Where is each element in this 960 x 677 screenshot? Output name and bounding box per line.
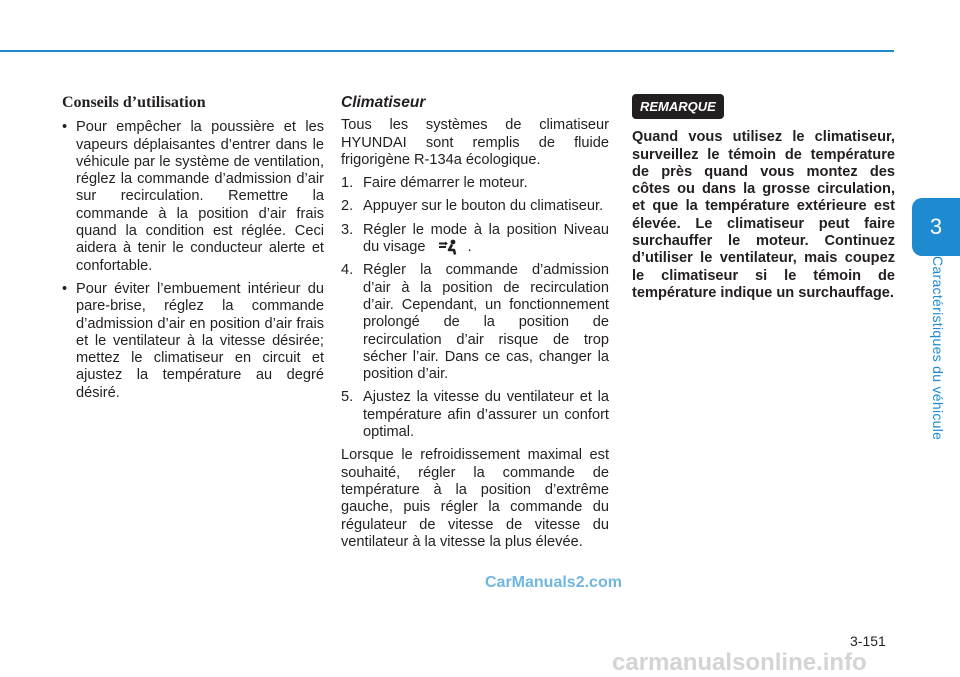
step-text: Régler la commande d’admission d’air à la position de recirculation d’air. Cependant, un fonctionnement prolongé de la position de recirculation d’air risque de trop sécher l’air. Dans ce cas, changer la position d’air.	[363, 262, 609, 383]
step-text: Appuyer sur le bouton du climatiseur.	[363, 198, 604, 215]
note-text: Quand vous utilisez le climatiseur, surveillez le témoin de température de près quand vous montez des côtes ou dans la grosse circulation, et que la température extérieure est élevée. Le climatiseur peut faire surchauffer le moteur. Continuez d’utiliser le ventilateur, mais coupez le climatiseur si le témoin de température indique un surchauffage.	[632, 129, 895, 301]
step-number: 3.	[341, 221, 354, 238]
step-suffix: .	[467, 239, 472, 256]
carmanualsonline-watermark: carmanualsonline.info	[612, 649, 867, 676]
face-level-vent-icon	[438, 239, 460, 255]
step-text: Ajustez la vitesse du ventilateur et la température afin d’assurer un confort optimal.	[363, 389, 609, 441]
tip-text: Pour éviter l’embuement intérieur du pare-brise, réglez la commande d’admission d’air en position d’air frais et le ventilateur à la vitesse désirée; mettez le climatiseur en circuit et ajustez la température au degré désiré.	[76, 280, 324, 401]
air-conditioner-heading: Climatiseur	[341, 94, 426, 111]
air-conditioner-column	[341, 92, 609, 557]
tip-text: Pour empêcher la poussière et les vapeurs déplaisantes d’entrer dans le véhicule par le système de ventilation, réglez la commande d’admission d’air sur recirculation. Remettre la commande à la position d’air frais quand la condition est réglée. Ceci aidera à tenir le conducteur alerte et confortable.	[76, 119, 324, 274]
page-number: 3-151	[850, 633, 886, 649]
tips-column	[62, 92, 324, 408]
chapter-title: Caractéristiques du véhicule	[930, 256, 946, 441]
chapter-number: 3	[929, 214, 943, 239]
step-item	[341, 175, 609, 192]
step-number: 2.	[341, 198, 354, 215]
remarque-badge: REMARQUE	[632, 94, 724, 119]
bullet-dot: •	[62, 119, 68, 136]
step-number: 1.	[341, 175, 354, 192]
step-text: Régler le mode à la position Niveau du visage	[363, 221, 609, 256]
step-item	[341, 222, 609, 257]
carmanuals-watermark: CarManuals2.com	[485, 574, 622, 591]
step-number: 4.	[341, 262, 354, 279]
step-item	[341, 262, 609, 383]
note-column	[632, 92, 895, 302]
header-rule	[0, 50, 894, 52]
tip-item	[62, 281, 324, 402]
tips-heading: Conseils d’utilisation	[62, 94, 206, 111]
tip-item	[62, 119, 324, 275]
step-text: Faire démarrer le moteur.	[363, 175, 528, 192]
closing-paragraph: Lorsque le refroidissement maximal est souhaité, régler la commande de température à la position d’extrême gauche, puis régler la commande du régulateur de vitesse de vitesse du ventilateur à la vitesse la plus élevée.	[341, 447, 609, 550]
intro-paragraph: Tous les systèmes de climatiseur HYUNDAI sont remplis de fluide frigorigène R-134a écologique.	[341, 117, 609, 168]
bullet-dot: •	[62, 280, 68, 297]
step-item	[341, 198, 609, 215]
step-item	[341, 389, 609, 441]
step-number: 5.	[341, 389, 354, 406]
chapter-tab	[912, 198, 960, 256]
